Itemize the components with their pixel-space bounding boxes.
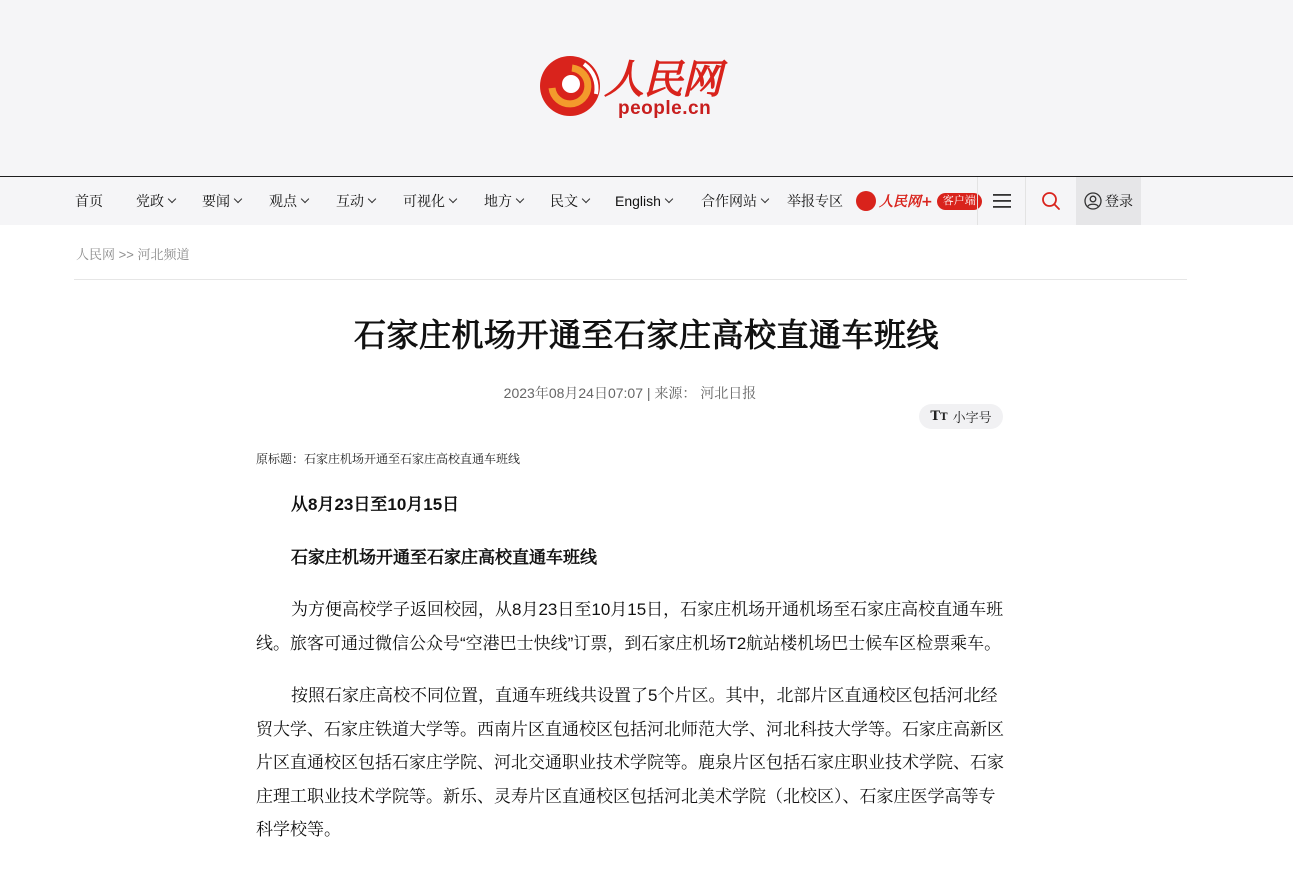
article-paragraph: 石家庄机场开通至石家庄高校直通车班线	[291, 547, 597, 567]
menu-button[interactable]	[978, 177, 1025, 225]
chevron-down-icon	[761, 195, 769, 203]
nav-item-label: 地方	[484, 193, 512, 209]
people-logo-icon	[538, 54, 602, 118]
font-size-icon: TT	[930, 409, 948, 424]
article-body	[256, 488, 1008, 866]
nav-item-report[interactable]	[787, 177, 857, 225]
font-size-label: 小字号	[952, 410, 992, 425]
nav-item-visual[interactable]	[403, 177, 484, 225]
article-date: 2023年08月24日07:07	[503, 385, 643, 401]
main-navbar	[0, 176, 1293, 225]
chevron-down-icon	[301, 195, 309, 203]
nav-item-local[interactable]	[484, 177, 550, 225]
chevron-down-icon	[368, 195, 376, 203]
nav-item-label: 民文	[550, 193, 578, 209]
hamburger-icon	[992, 193, 1012, 209]
source-label: 来源：	[654, 385, 697, 401]
nav-item-news[interactable]	[202, 177, 269, 225]
breadcrumb-separator: >>	[118, 247, 134, 262]
nav-item-label: 首页	[75, 193, 103, 209]
nav-item-label: 党政	[136, 193, 164, 209]
chevron-down-icon	[665, 195, 673, 203]
chevron-down-icon	[449, 195, 457, 203]
chevron-down-icon	[234, 195, 242, 203]
nav-items	[75, 177, 857, 225]
font-size-toggle[interactable]	[919, 404, 1003, 429]
site-header-banner	[0, 0, 1293, 176]
article-meta	[0, 383, 1260, 403]
login-label: 登录	[1105, 193, 1133, 209]
app-tag: 客户端	[937, 193, 982, 210]
search-button[interactable]	[1026, 177, 1075, 225]
site-logo[interactable]	[538, 48, 728, 124]
nav-item-minority[interactable]	[550, 177, 615, 225]
nav-item-label: English	[615, 193, 661, 209]
original-title: 原标题：石家庄机场开通至石家庄高校直通车班线	[256, 452, 521, 466]
article-paragraph: 为方便高校学子返回校园，从8月23日至10月15日，石家庄机场开通机场至石家庄高校直通车班线。旅客可通过微信公众号“空港巴士快线”订票，到石家庄机场T2航站楼机场巴士候车区检票乘车。	[256, 600, 1004, 653]
article-source[interactable]: 河北日报	[700, 385, 757, 401]
chevron-down-icon	[516, 195, 524, 203]
login-button[interactable]	[1076, 177, 1141, 225]
breadcrumb-divider	[74, 279, 1187, 280]
chevron-down-icon	[582, 195, 590, 203]
nav-item-party[interactable]	[136, 177, 202, 225]
app-download-link[interactable]	[856, 191, 982, 211]
nav-item-interact[interactable]	[336, 177, 403, 225]
breadcrumb-home[interactable]: 人民网	[76, 247, 116, 262]
nav-item-label: 可视化	[403, 193, 445, 209]
nav-item-label: 要闻	[202, 193, 230, 209]
article-title: 石家庄机场开通至石家庄高校直通车班线	[353, 317, 939, 353]
nav-item-label: 观点	[269, 193, 297, 209]
article-paragraph: 按照石家庄高校不同位置，直通车班线共设置了5个片区。其中，北部片区直通校区包括河北经贸大学、石家庄铁道大学等。西南片区直通校区包括河北师范大学、河北科技大学等。石家庄高新区片区直通校区包括石家庄学院、河北交通职业技术学院等。鹿泉片区包括石家庄职业技术学院、石家庄理工职业技术学院等。新乐、灵寿片区直通校区包括河北美术学院（北校区）、石家庄医学高等专科学校等。	[256, 686, 1004, 839]
nav-item-home[interactable]	[75, 177, 136, 225]
article-paragraph: 从8月23日至10月15日	[291, 495, 460, 514]
nav-item-opinion[interactable]	[269, 177, 336, 225]
people-app-icon	[856, 191, 876, 211]
breadcrumb-channel[interactable]: 河北频道	[137, 247, 190, 262]
site-logo-text: 人民网	[604, 56, 721, 103]
app-name: 人民网+	[879, 194, 933, 210]
meta-separator: |	[646, 385, 651, 401]
user-icon	[1084, 192, 1102, 210]
nav-item-label: 举报专区	[787, 193, 843, 209]
search-icon	[1041, 191, 1061, 211]
breadcrumb	[76, 244, 189, 263]
nav-item-partners[interactable]	[701, 177, 787, 225]
nav-item-label: 合作网站	[701, 193, 757, 209]
site-logo-subtext: people.cn	[618, 98, 712, 119]
nav-item-english[interactable]	[615, 177, 701, 225]
chevron-down-icon	[168, 195, 176, 203]
nav-item-label: 互动	[336, 193, 364, 209]
